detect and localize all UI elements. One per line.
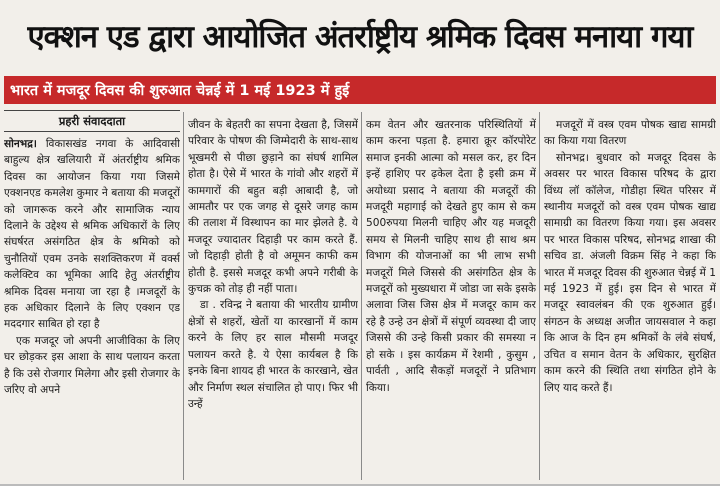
paragraph: कम वेतन और खतरनाक परिस्थितियों में काम करना पड़ता है. हमारा क्रूर कॉरपोरेट समाज इनकी आत्मा को मसल कर, हर दिन इन्हें हाशिए पर ढ़केल देता है इसी क्रम में अयोध्या प्रसाद ने बताया की मजदूरों की मजदूरी महागाई को देखते हुए काम से कम 500रुपया मिलनी चाहिए और यह मजदूरी समय से मिलनी चाहिए साथ ही साथ श्रम विभाग की योजनाओं का भी लाभ सभी मजदूरों मिले जिससे की असंगठित क्षेत्र के मजदूरों को मुख्यधारा में जोडा जा सके इसके अलावा जिस जिस क्षेत्र में मजदूर काम कर रहे है उन्हे उन क्षेत्रों में संपूर्ण व्यवस्था दी जाए जिससे की उन्हे किसी प्रकार की समस्या न हो सके । इस कार्यक्रम में रेशमी , कुसुम , पार्वती , आदि सैकड़ों मजदूरों ने प्रतिभाग किया। bbox=[366, 119, 536, 394]
column-divider bbox=[361, 112, 362, 480]
headline: एक्शन एड द्वारा आयोजित अंतर्राष्ट्रीय श्रमिक दिवस मनाया गया bbox=[27, 19, 693, 55]
dateline-location: सोनभद्र। bbox=[4, 138, 37, 150]
paragraph: डा . रविन्द्र ने बताया की भारतीय ग्रामीण क्षेत्रों से शहरों, खेतों या कारखानों में काम करने के लिए हर साल मौसमी मजदूर पलायन करते है. ये ऐसा कार्यबल है कि इनके बिना शायद ही भारत के कारखाने, खेत और निर्माण स्थल संचालित हो पाए। फिर भी उन्हें bbox=[188, 299, 358, 410]
article-column-4 bbox=[544, 117, 716, 482]
subheadline-banner: भारत में मजदूर दिवस की शुरुआत चेन्नई में 1 मई 1923 में हुई bbox=[4, 76, 716, 104]
byline: प्रहरी संवाददाता bbox=[4, 110, 180, 132]
paragraph-text: विकासखंड नगवा के आदिवासी बाहुल्य क्षेत्र खलियारी में अंतर्राष्ट्रीय श्रमिक दिवस का आयोजन किया गया जिसमे एक्शनएड कमलेश कुमार ने बताया की मजदूरों को जागरूक करने और सामाजिक न्याय दिलाने के उद्देश्य से श्रमिक अधिकारों के लिए संघर्षरत असंगठित क्षेत्र के श्रमिको को चुनौतियों एवम उनके सशक्तिकरण में वर्क्स कलेक्टिव का भूमिका आदि हेतु अंतर्राष्ट्रीय श्रमिक दिवस मनाया जा रहा है ।मजदूरों के हक अधिकार दिलाने के लिए एक्शन एड मददगार साबित हो रहा है bbox=[4, 138, 180, 331]
paragraph: एक मजदूर जो अपनी आजीविका के लिए घर छोड़कर इस आशा के साथ पलायन करता है कि उसे रोजगार मिलेगा और इसी रोजगार के जरिए वो अपने bbox=[4, 334, 180, 397]
article-column-3 bbox=[366, 117, 536, 482]
paragraph bbox=[4, 136, 180, 333]
column-divider bbox=[183, 112, 184, 480]
article-column-1 bbox=[4, 136, 180, 482]
article-column-2 bbox=[188, 117, 358, 482]
column-divider bbox=[539, 112, 540, 480]
paragraph: सोनभद्र। बुधवार को मजदूर दिवस के अवसर पर भारत विकास परिषद के द्वारा विंध्य लॉ कॉलेज, गोडीहा स्थित परिसर में स्थानीय मजदूरों को वस्त्र एवम पोषक खाद्य सामाग्री का वितरण किया गया। इस अवसर पर भारत विकास परिषद, सोनभद्र शाखा की सचिव डा. अंजली विक्रम सिंह ने कहा कि भारत में मजदूर दिवस की शुरुआत चेन्नई में 1 मई 1923 में हुई। इस दिन से भारत में मजदूर स्वावलंबन की एक शुरुआत हुई। संगठन के अध्यक्ष अजीत जायसवाल ने कहा कि आज के दिन हम श्रमिकों के लंबे संघर्ष, उचित व समान वेतन के अधिकार, सुरक्षित काम करने की स्थिति तथा संगठित होने के लिए याद करते हैं। bbox=[544, 151, 716, 394]
paragraph: जीवन के बेहतरी का सपना देखता है, जिसमें परिवार के पोषण की जिम्मेदारी के साथ-साथ भूखमरी से पीछा छुड़ाने का संघर्ष शामिल होता है। ऐसे में भारत के गांवो और शहरों में कामगारों की बहुत बड़ी आबादी है, जो आमतौर पर एक जगह से दूसरे जगह काम की तलाश में विस्थापन का मार झेलते है. ये मजदूर ज्यादातर दिहाड़ी पर काम करते हैं. जो दिहाड़ी होती है वो अमूमन काफी कम होती है. इससे मजदूर कभी अपने गरीबी के कुचक्र को तोड़ ही नहीं पाता। bbox=[188, 119, 358, 296]
sub-article-heading: मजदूरों में वस्त्र एवम पोषक खाद्य सामग्री का किया गया वितरण bbox=[544, 119, 716, 148]
